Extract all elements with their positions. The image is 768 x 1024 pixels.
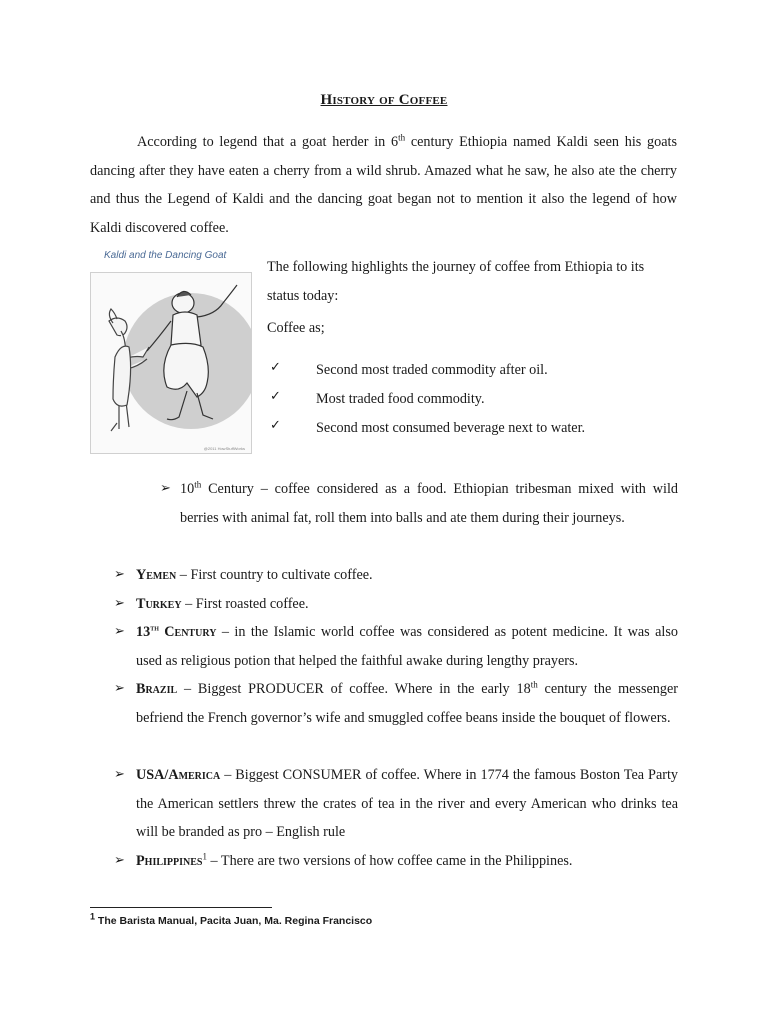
bullet-text [114,590,678,619]
checkmark-icon: ✓ [270,389,281,404]
bullet-body: – First roasted coffee. [181,596,309,612]
kaldi-dancing-goat-image [91,273,251,453]
bullet-label: Philippines [136,853,203,869]
footnote-divider [90,907,272,908]
bullet-brazil [114,675,678,732]
figure-caption: Kaldi and the Dancing Goat [104,250,227,261]
highlights-intro [267,253,678,310]
bullet-body-2: century the messenger befriend the French governor’s wife and smuggled coffee beans inside the bouquet of flowers. [136,681,678,726]
check-item [270,418,680,447]
bullet-10th-century [160,475,678,532]
coffee-as-label: Coffee as; [267,320,325,336]
intro-sup: th [398,132,406,143]
bullet-text [114,847,678,876]
bullet-body: – First country to cultivate coffee. [176,567,373,583]
bullet-label: Brazil [136,681,178,697]
arrow-bullet-icon: ➢ [114,767,125,782]
bullet-philippines [114,847,678,876]
arrow-bullet-icon: ➢ [160,481,171,496]
bullet-body: – in the Islamic world coffee was considered as potent medicine. It was also used as religious potion that helped the faithful awake during lengthy prayers. [136,624,678,669]
intro-paragraph [90,128,677,242]
label-sup: th [150,622,159,633]
bullet-yemen [114,561,678,590]
highlights-text: The following highlights the journey of coffee from Ethiopia to its status today: [267,259,645,304]
bullet-label: Yemen [136,567,177,583]
footnote-text: The Barista Manual, Pacita Juan, Ma. Regina Francisco [95,915,373,927]
bullet-usa [114,761,678,847]
intro-text-2: century Ethiopia named Kaldi seen his goats dancing after they have eaten a cherry from a wild shrub. Amazed what he saw, he also ate the cherry and thus the Legend of Kaldi and the dancing goat began not to mention it also the legend of how Kaldi discovered coffee. [90,134,677,236]
bullet-body: – Biggest CONSUMER of coffee. Where in 1774 the famous Boston Tea Party the American settlers threw the crates of tea in the river and every American who drinks tea will be branded as pro – English rule [136,767,678,840]
bullet-sup: th [530,679,538,690]
bullet-body: – There are two versions of how coffee came in the Philippines. [206,853,573,869]
bullet-label: USA/America [136,767,221,783]
check-item [270,360,680,389]
bullet-sup: th [194,479,202,490]
bullet-text [114,618,678,675]
bullet-text [114,761,678,847]
bullet-num: 10 [180,481,195,497]
intro-text-1: According to legend that a goat herder in 6 [137,134,399,150]
figure-credit: @2011 HowStuffWorks [203,446,245,451]
bullet-text [114,561,678,590]
arrow-bullet-icon: ➢ [114,853,125,868]
arrow-bullet-icon: ➢ [114,624,125,639]
bullet-13th-century [114,618,678,675]
footnote-num: 1 [90,911,96,922]
bullet-label: Turkey [136,596,182,612]
check-item-text: Second most consumed beverage next to water. [316,420,586,436]
checkmark-icon: ✓ [270,418,281,433]
kaldi-illustration [90,272,252,454]
bullet-body-1: – Biggest PRODUCER of coffee. Where in the early 18 [177,681,531,697]
bullet-label [136,624,216,640]
footnote-ref: 1 [202,851,207,862]
footnote [90,911,373,927]
arrow-bullet-icon: ➢ [114,681,125,696]
kaldi-figure [90,246,252,456]
bullet-body: Century – coffee considered as a food. Ethiopian tribesman mixed with wild berries with animal fat, roll them into balls and ate them during their journeys. [180,481,678,526]
label-num: 13 [136,624,151,640]
check-list [270,360,680,447]
arrow-bullet-icon: ➢ [114,596,125,611]
bullet-text [114,675,678,732]
page-title: History of Coffee [320,92,448,108]
check-item-text: Second most traded commodity after oil. [316,362,548,378]
check-item-text: Most traded food commodity. [316,391,485,407]
check-item [270,389,680,418]
label-rest: Century [158,624,217,640]
arrow-bullet-icon: ➢ [114,567,125,582]
checkmark-icon: ✓ [270,360,281,375]
bullet-turkey [114,590,678,619]
bullet-text [160,475,678,532]
